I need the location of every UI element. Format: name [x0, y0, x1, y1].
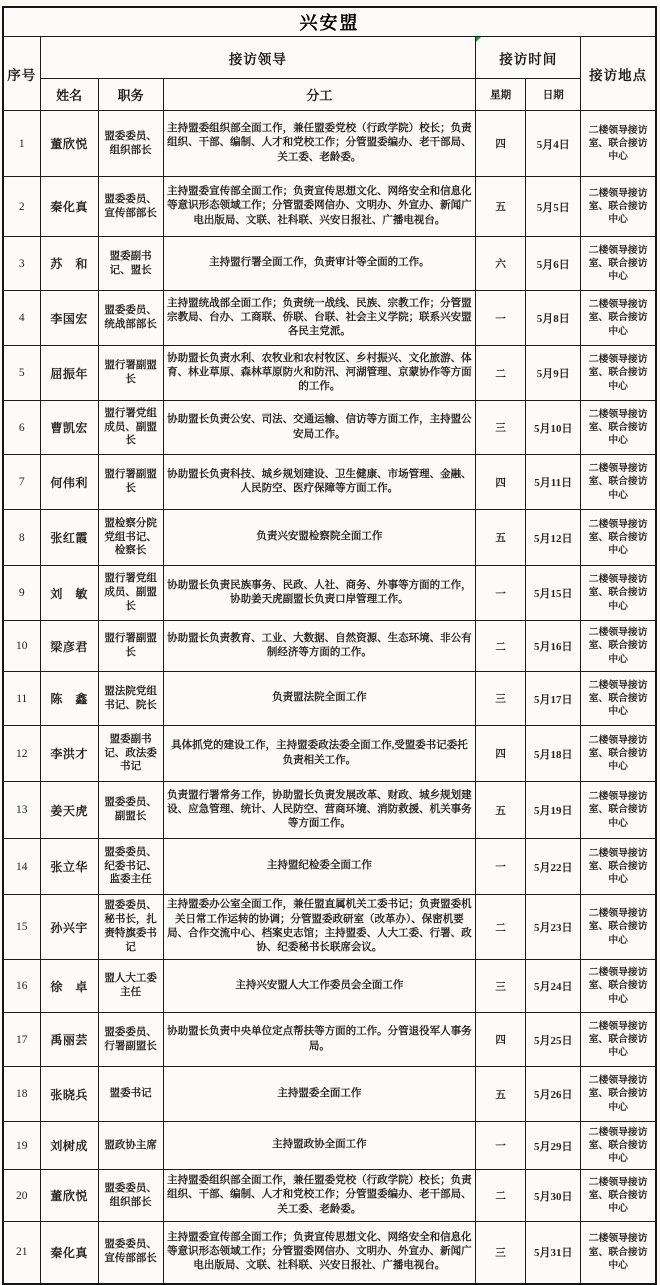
cell-date: 5月26日	[526, 1067, 581, 1122]
cell-date: 5月30日	[526, 1170, 581, 1222]
table-header	[3, 7, 656, 111]
cell-weekday: 五	[476, 1067, 526, 1122]
cell-location: 二楼领导接访室、联合接访中心	[581, 672, 656, 726]
cell-date: 5月17日	[526, 672, 581, 726]
cell-weekday: 五	[476, 177, 526, 237]
cell-weekday: 三	[476, 672, 526, 726]
cell-weekday: 一	[476, 1122, 526, 1170]
cell-seq: 12	[3, 726, 40, 782]
cell-name: 姜天虎	[40, 782, 98, 839]
cell-weekday: 二	[476, 895, 526, 960]
cell-seq: 17	[3, 1013, 40, 1067]
column-header-time-group	[476, 37, 581, 79]
cell-weekday: 二	[476, 621, 526, 672]
cell-seq: 13	[3, 782, 40, 839]
cell-position: 盟委委员、秘书长，扎赉特旗委书记	[98, 895, 163, 960]
table-row	[3, 1122, 656, 1170]
cell-seq: 16	[3, 960, 40, 1013]
cell-name: 张红霞	[40, 510, 98, 566]
cell-name: 李国宏	[40, 291, 98, 346]
column-header-leader-group: 接访领导	[40, 37, 476, 79]
cell-seq: 14	[3, 839, 40, 895]
cell-duty: 协助盟长负责中央单位定点帮扶等方面的工作。分管退役军人事务局。	[163, 1013, 475, 1067]
cell-duty: 主持盟委宣传部全面工作；负责宣传思想文化、网络安全和信息化等意识形态领域工作；分管盟委网信办、文明办、外宣办、新闻广电出版局、文联、社科联、兴安日报社、广播电视台。	[163, 1222, 475, 1284]
cell-date: 5月29日	[526, 1122, 581, 1170]
table-row	[3, 455, 656, 510]
cell-seq: 2	[3, 177, 40, 237]
header-group-row	[3, 37, 656, 79]
cell-weekday: 五	[476, 510, 526, 566]
cell-name: 董欣悦	[40, 111, 98, 177]
cell-seq: 7	[3, 455, 40, 510]
cell-weekday: 五	[476, 782, 526, 839]
cell-weekday: 四	[476, 455, 526, 510]
cell-duty: 协助盟长负责水利、农牧业和农村牧区、乡村振兴、文化旅游、体育、林业草原、森林草原防火和防汛、河湖管理、京蒙协作等方面的工作。	[163, 346, 475, 401]
table-row	[3, 1067, 656, 1122]
table-row	[3, 291, 656, 346]
header-sub-row	[3, 79, 656, 111]
cell-weekday: 六	[476, 237, 526, 291]
table-row	[3, 839, 656, 895]
table-row	[3, 566, 656, 621]
reception-schedule-table	[2, 6, 657, 1285]
table-row	[3, 177, 656, 237]
cell-duty: 主持盟委办公室全面工作，兼任盟直属机关工委书记；负责盟委机关日常工作运转的协调；分管盟委政研室（改革办）、保密机要局、合作交流中心、档案史志馆；主持盟委、人大工委、行署、政协、纪委秘书长联席会议。	[163, 895, 475, 960]
cell-duty: 主持盟统战部全面工作；负责统一战线、民族、宗教工作；分管盟宗教局、台办、工商联、侨联、台联、社会主义学院；联系兴安盟各民主党派。	[163, 291, 475, 346]
cell-location: 二楼领导接访室、联合接访中心	[581, 1067, 656, 1122]
cell-name: 张晓兵	[40, 1067, 98, 1122]
cell-date: 5月18日	[526, 726, 581, 782]
cell-duty: 主持盟委宣传部全面工作；负责宣传思想文化、网络安全和信息化等意识形态领域工作；分管盟委网信办、文明办、外宣办、新闻广电出版局、文联、社科联、兴安日报社、广播电视台。	[163, 177, 475, 237]
cell-location: 二楼领导接访室、联合接访中心	[581, 566, 656, 621]
cell-date: 5月23日	[526, 895, 581, 960]
cell-duty: 主持盟委全面工作	[163, 1067, 475, 1122]
cell-location: 二楼领导接访室、联合接访中心	[581, 1170, 656, 1222]
cell-name: 陈 鑫	[40, 672, 98, 726]
cell-position: 盟委委员、组织部长	[98, 1170, 163, 1222]
cell-name: 李洪才	[40, 726, 98, 782]
cell-name: 苏 和	[40, 237, 98, 291]
cell-location: 二楼领导接访室、联合接访中心	[581, 782, 656, 839]
cell-position: 盟政协主席	[98, 1122, 163, 1170]
cell-duty: 负责盟行署常务工作，协助盟长负责发展改革、财政、城乡规划建设、应急管理、统计、人民防空、营商环境、消防救援、机关事务等方面工作。	[163, 782, 475, 839]
cell-duty: 负责兴安盟检察院全面工作	[163, 510, 475, 566]
cell-location: 二楼领导接访室、联合接访中心	[581, 237, 656, 291]
cell-duty: 主持盟委组织部全面工作，兼任盟委党校（行政学院）校长；负责组织、干部、编制、人才和党校工作；分管盟委编办、老干部局、关工委、老龄委。	[163, 1170, 475, 1222]
cell-seq: 1	[3, 111, 40, 177]
cell-seq: 15	[3, 895, 40, 960]
cell-name: 刘树成	[40, 1122, 98, 1170]
cell-date: 5月15日	[526, 566, 581, 621]
cell-position: 盟委委员、副盟长	[98, 782, 163, 839]
cell-name: 张立华	[40, 839, 98, 895]
cell-duty: 主持盟委组织部全面工作，兼任盟委党校（行政学院）校长；负责组织、干部、编制、人才和党校工作；分管盟委编办、老干部局、关工委、老龄委。	[163, 111, 475, 177]
cell-seq: 11	[3, 672, 40, 726]
table-row	[3, 726, 656, 782]
table-row	[3, 1222, 656, 1284]
cell-duty: 负责盟法院全面工作	[163, 672, 475, 726]
cell-position: 盟检察分院党组书记、检察长	[98, 510, 163, 566]
cell-seq: 10	[3, 621, 40, 672]
page-title: 兴安盟	[3, 7, 656, 37]
cell-date: 5月8日	[526, 291, 581, 346]
cell-location: 二楼领导接访室、联合接访中心	[581, 960, 656, 1013]
cell-weekday: 二	[476, 1170, 526, 1222]
cell-position: 盟行署副盟长	[98, 346, 163, 401]
cell-date: 5月11日	[526, 455, 581, 510]
cell-duty: 具体抓党的建设工作，主持盟委政法委全面工作,受盟委书记委托负责相关工作。	[163, 726, 475, 782]
cell-seq: 19	[3, 1122, 40, 1170]
cell-name: 梁彦君	[40, 621, 98, 672]
cell-date: 5月12日	[526, 510, 581, 566]
cell-position: 盟行署副盟长	[98, 621, 163, 672]
cell-name: 禹丽芸	[40, 1013, 98, 1067]
cell-weekday: 一	[476, 291, 526, 346]
table-row	[3, 237, 656, 291]
cell-location: 二楼领导接访室、联合接访中心	[581, 291, 656, 346]
cell-duty: 协助盟长负责民族事务、民政、人社、商务、外事等方面的工作，协助姜天虎副盟长负责口岸管理工作。	[163, 566, 475, 621]
cell-location: 二楼领导接访室、联合接访中心	[581, 1122, 656, 1170]
cell-weekday: 三	[476, 401, 526, 455]
cell-location: 二楼领导接访室、联合接访中心	[581, 726, 656, 782]
table-row	[3, 960, 656, 1013]
cell-position: 盟委书记	[98, 1067, 163, 1122]
cell-weekday: 四	[476, 726, 526, 782]
cell-duty: 协助盟长负责教育、工业、大数据、自然资源、生态环境、非公有制经济等方面的工作。	[163, 621, 475, 672]
cell-date: 5月4日	[526, 111, 581, 177]
cell-name: 屈振年	[40, 346, 98, 401]
table-row	[3, 782, 656, 839]
cell-date: 5月16日	[526, 621, 581, 672]
cell-date: 5月24日	[526, 960, 581, 1013]
cell-position: 盟委委员、统战部部长	[98, 291, 163, 346]
cell-duty: 主持盟政协全面工作	[163, 1122, 475, 1170]
table-row	[3, 1013, 656, 1067]
title-row	[3, 7, 656, 37]
cell-location: 二楼领导接访室、联合接访中心	[581, 1013, 656, 1067]
column-header-location: 接访地点	[581, 37, 656, 111]
table-row	[3, 672, 656, 726]
cell-location: 二楼领导接访室、联合接访中心	[581, 1222, 656, 1284]
cell-weekday: 一	[476, 839, 526, 895]
cell-position: 盟行署党组成员、副盟长	[98, 401, 163, 455]
cell-name: 秦化真	[40, 177, 98, 237]
cell-seq: 4	[3, 291, 40, 346]
cell-weekday: 三	[476, 1222, 526, 1284]
table-row	[3, 510, 656, 566]
column-header-weekday: 星期	[476, 79, 526, 111]
cell-name: 何伟利	[40, 455, 98, 510]
table-row	[3, 401, 656, 455]
cell-duty: 协助盟长负责科技、城乡规划建设、卫生健康、市场管理、金融、人民防空、医疗保障等方面工作。	[163, 455, 475, 510]
column-header-position: 职务	[98, 79, 163, 111]
cell-location: 二楼领导接访室、联合接访中心	[581, 510, 656, 566]
cell-position: 盟委委员、组织部长	[98, 111, 163, 177]
cell-location: 二楼领导接访室、联合接访中心	[581, 346, 656, 401]
cell-position: 盟委委员、纪委书记、监委主任	[98, 839, 163, 895]
cell-weekday: 三	[476, 960, 526, 1013]
cell-location: 二楼领导接访室、联合接访中心	[581, 111, 656, 177]
cell-seq: 18	[3, 1067, 40, 1122]
cell-position: 盟委委员、宣传部部长	[98, 177, 163, 237]
cell-position: 盟行署党组成员、副盟长	[98, 566, 163, 621]
cell-duty: 主持兴安盟人大工作委员会全面工作	[163, 960, 475, 1013]
table-row	[3, 346, 656, 401]
cell-date: 5月31日	[526, 1222, 581, 1284]
cell-position: 盟行署副盟长	[98, 455, 163, 510]
cell-seq: 8	[3, 510, 40, 566]
cell-name: 董欣悦	[40, 1170, 98, 1222]
table-body	[3, 111, 656, 1284]
cell-seq: 3	[3, 237, 40, 291]
cell-date: 5月10日	[526, 401, 581, 455]
cell-date: 5月5日	[526, 177, 581, 237]
cell-position: 盟委副书记、政法委书记	[98, 726, 163, 782]
column-header-duty: 分工	[163, 79, 475, 111]
column-header-date: 日期	[526, 79, 581, 111]
cell-weekday: 一	[476, 566, 526, 621]
table-row	[3, 621, 656, 672]
cell-location: 二楼领导接访室、联合接访中心	[581, 839, 656, 895]
cell-seq: 6	[3, 401, 40, 455]
cell-location: 二楼领导接访室、联合接访中心	[581, 895, 656, 960]
cell-date: 5月6日	[526, 237, 581, 291]
column-header-seq: 序号	[3, 37, 40, 111]
cell-position: 盟委副书记、盟长	[98, 237, 163, 291]
cell-duty: 主持盟行署全面工作，负责审计等全面的工作。	[163, 237, 475, 291]
cell-seq: 9	[3, 566, 40, 621]
cell-name: 孙兴宇	[40, 895, 98, 960]
cell-location: 二楼领导接访室、联合接访中心	[581, 621, 656, 672]
cell-seq: 20	[3, 1170, 40, 1222]
cell-date: 5月25日	[526, 1013, 581, 1067]
cell-position: 盟委委员、宣传部部长	[98, 1222, 163, 1284]
cell-name: 徐 卓	[40, 960, 98, 1013]
cell-position: 盟委委员、行署副盟长	[98, 1013, 163, 1067]
cell-position: 盟人大工委主任	[98, 960, 163, 1013]
cell-date: 5月9日	[526, 346, 581, 401]
cell-name: 曹凯宏	[40, 401, 98, 455]
cell-weekday: 二	[476, 346, 526, 401]
cell-name: 秦化真	[40, 1222, 98, 1284]
cell-date: 5月22日	[526, 839, 581, 895]
cell-weekday: 四	[476, 1013, 526, 1067]
cell-date: 5月19日	[526, 782, 581, 839]
table-row	[3, 111, 656, 177]
cell-corner-marker-icon	[476, 37, 481, 42]
cell-location: 二楼领导接访室、联合接访中心	[581, 455, 656, 510]
cell-position: 盟法院党组书记、院长	[98, 672, 163, 726]
column-header-name: 姓名	[40, 79, 98, 111]
cell-name: 刘 敏	[40, 566, 98, 621]
column-header-time-group-label: 接访时间	[499, 51, 558, 67]
cell-location: 二楼领导接访室、联合接访中心	[581, 177, 656, 237]
table-row	[3, 895, 656, 960]
cell-seq: 21	[3, 1222, 40, 1284]
cell-duty: 协助盟长负责公安、司法、交通运输、信访等方面工作，主持盟公安局工作。	[163, 401, 475, 455]
cell-location: 二楼领导接访室、联合接访中心	[581, 401, 656, 455]
table-row	[3, 1170, 656, 1222]
cell-weekday: 四	[476, 111, 526, 177]
cell-duty: 主持盟纪检委全面工作	[163, 839, 475, 895]
cell-seq: 5	[3, 346, 40, 401]
